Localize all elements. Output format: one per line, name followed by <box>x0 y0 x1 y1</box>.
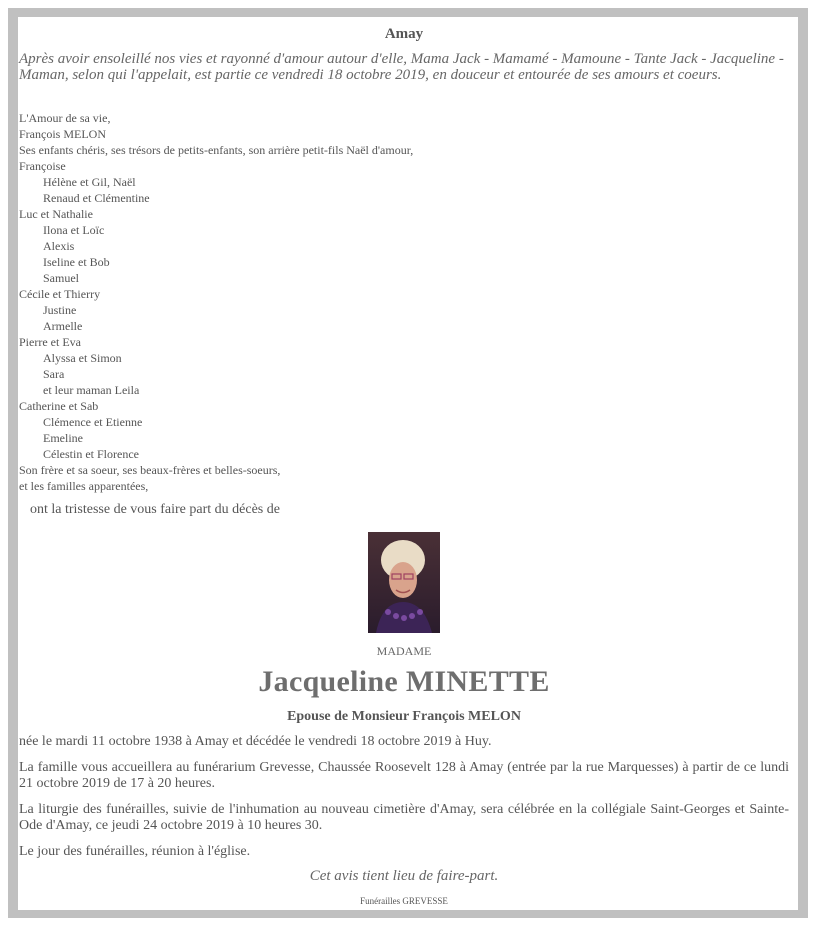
family-line: Renaud et Clémentine <box>43 191 150 205</box>
family-line: Catherine et Sab <box>19 399 99 413</box>
visitation-paragraph: La famille vous accueillera au funérarium Grevesse, Chaussée Roosevelt 128 à Amay (entrée par la rue Marquesses) à partir de ce lundi 21 octobre 2019 de 17 à 20 heures. <box>19 760 789 791</box>
family-line: L'Amour de sa vie, <box>19 111 111 125</box>
family-line: Son frère et sa soeur, ses beaux-frères et belles-soeurs, <box>19 463 281 477</box>
family-line: Célestin et Florence <box>43 447 139 461</box>
family-line: Pierre et Eva <box>19 335 81 349</box>
deceased-name: Jacqueline MINETTE <box>258 665 550 698</box>
spouse-line: Epouse de Monsieur François MELON <box>287 709 521 724</box>
family-line: Justine <box>43 303 77 317</box>
family-line: Clémence et Etienne <box>43 415 143 429</box>
portrait-photo <box>368 532 440 633</box>
family-line: Armelle <box>43 319 83 333</box>
honorific: MADAME <box>376 644 432 658</box>
family-line: Emeline <box>43 431 83 445</box>
reunion-paragraph: Le jour des funérailles, réunion à l'église. <box>19 844 251 859</box>
family-line: Sara <box>43 367 65 381</box>
family-list <box>19 110 619 494</box>
family-line: et les familles apparentées, <box>19 479 149 493</box>
family-line: Hélène et Gil, Naël <box>43 175 136 189</box>
intro-paragraph: Après avoir ensoleillé nos vies et rayonné d'amour autour d'elle, Mama Jack - Mamamé - Mamoune - Tante Jack - Jacqueline - Maman, selon qui l'appelait, est partie ce vendredi 18 octobre 2019, en douceur et entourée de ses amours et coeurs. <box>19 51 784 83</box>
family-line: Ilona et Loïc <box>43 223 105 237</box>
family-line: Ses enfants chéris, ses trésors de petits-enfants, son arrière petit-fils Naël d'amour, <box>19 143 414 157</box>
family-line: Luc et Nathalie <box>19 207 93 221</box>
closing-note: Cet avis tient lieu de faire-part. <box>309 868 499 884</box>
family-line: Françoise <box>19 159 66 173</box>
funeral-home-credit: Funérailles GREVESSE <box>360 896 448 906</box>
birth-death-paragraph: née le mardi 11 octobre 1938 à Amay et décédée le vendredi 18 octobre 2019 à Huy. <box>19 734 492 749</box>
family-line: et leur maman Leila <box>43 383 140 397</box>
family-line: Cécile et Thierry <box>19 287 101 301</box>
family-line: Alexis <box>43 239 75 253</box>
portrait-image <box>368 532 440 633</box>
family-line: Samuel <box>43 271 79 285</box>
family-line: Alyssa et Simon <box>43 351 122 365</box>
family-line: François MELON <box>19 127 106 141</box>
family-line: Iseline et Bob <box>43 255 110 269</box>
liturgy-paragraph: La liturgie des funérailles, suivie de l'inhumation au nouveau cimetière d'Amay, sera célébrée en la collégiale Saint-Georges et Sainte-Ode d'Amay, ce jeudi 24 octobre 2019 à 10 heures 30. <box>19 802 789 833</box>
town-heading: Amay <box>384 26 424 42</box>
announce-text: ont la tristesse de vous faire part du décès de <box>30 502 280 517</box>
